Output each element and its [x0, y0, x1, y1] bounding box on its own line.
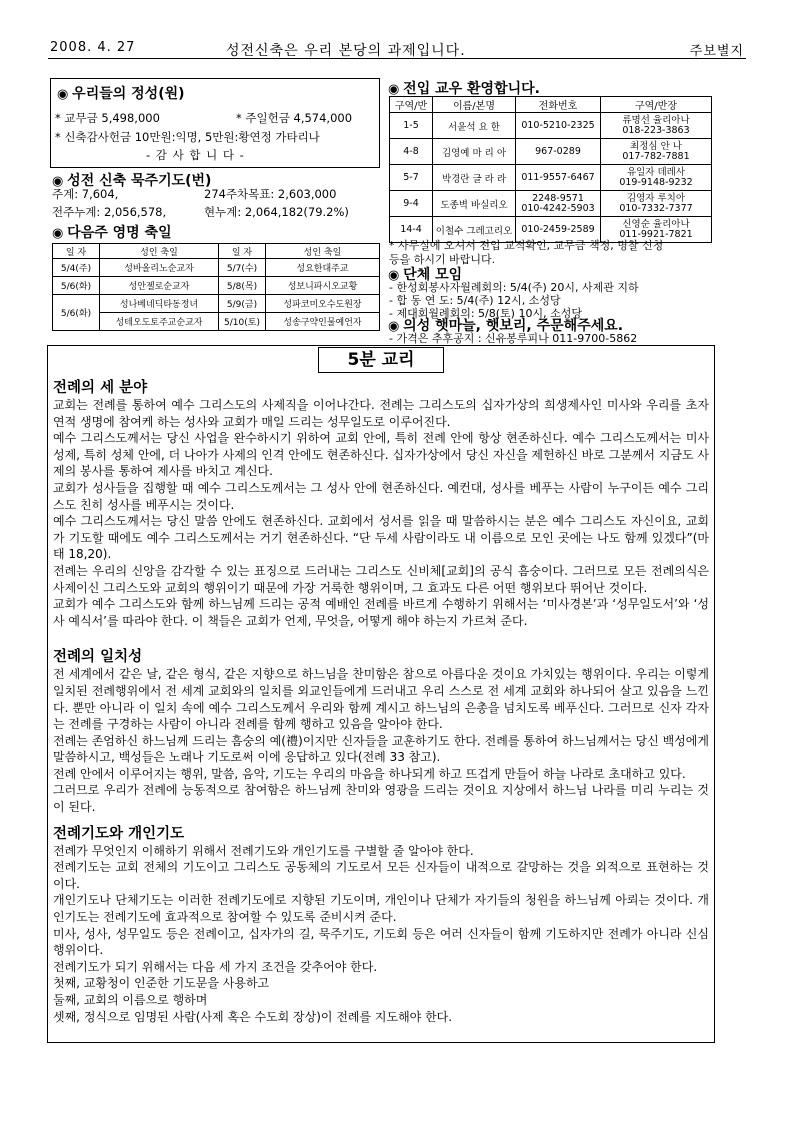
- page-header: [48, 38, 746, 59]
- offering-title-row: [57, 83, 185, 103]
- doctrine-title-wrap: [48, 347, 714, 373]
- paragraph: 셋째, 정식으로 임명된 사람(사제 혹은 수도회 장상)이 전례를 지도해야 한다.: [53, 1009, 453, 1024]
- feast-saint: 성테오도토주교순교자: [100, 313, 219, 331]
- table-row: [390, 165, 712, 191]
- zone-leader: 김영자 루치아 010-7332-7377: [601, 191, 712, 217]
- groups-title: 단체 모임: [403, 267, 463, 283]
- offering-thanks: - 감 사 합 니 다 -: [146, 148, 245, 162]
- paragraph: 전례기도가 되기 위해서는 다음 세 가지 조건을 갖추어야 한다.: [53, 959, 378, 974]
- prayer-current-total: 현누계: 2,064,182(79.2%): [204, 205, 349, 219]
- doctrine-title: 5분 교리: [318, 347, 443, 373]
- newcomer-header: 구역/반: [390, 97, 433, 113]
- feast-date: 5/4(주): [53, 259, 100, 277]
- paragraph: 개인기도나 단체기도는 이러한 전례기도에로 지향된 기도이며, 개인이나 단체가 자기들의 청원을 하느님께 아뢰는 것이다. 개인기도는 전례기도에 효과적으로 참여할 수 있도록 준비시켜 준다.: [53, 893, 709, 925]
- paragraph: 전례기도는 교회 전체의 기도이고 그리스도 공동체의 기도로서 모든 신자들이 내적으로 갈망하는 것을 외적으로 표현하는 것이다.: [53, 860, 709, 891]
- paragraph: 예수 그리스도께서는 당신 사업을 완수하시기 위하여 교회 안에, 특히 전례 안에 항상 현존하신다. 예수 그리스도께서는 미사성제, 특히 성체 안에, 더 나아가 사제의 인격 안에도 현존하신다. 십자가상에서 당신 자신을 제헌하신 바로 그분께서 지금도 사제의 봉사를 통하여 제사를 바치고 계신다.: [53, 431, 709, 479]
- teachers-title-row: [388, 78, 540, 98]
- feast-saint: 성바올리노순교자: [100, 259, 219, 277]
- bullet-circle-icon: ◉: [52, 174, 64, 189]
- newcomer-header: 이름/본명: [433, 97, 516, 113]
- feast-date: 5/6(화): [53, 277, 100, 295]
- offering-box: [50, 78, 380, 168]
- feast-header: 성인 축일: [100, 244, 219, 259]
- doctrine-box: [47, 345, 715, 1043]
- paragraph: 교회가 예수 그리스도와 함께 하느님께 드리는 공적 예배인 전례를 바르게 수행하기 위해서는 ‘미사경본’과 ‘성무일도서’와 ‘성사 예식서’를 따라야 한다. 이 책들은 교회가 언제, 무엇을, 어떻게 해야 하는지 가르쳐 준다.: [53, 597, 709, 628]
- header-section: 주보별지: [689, 44, 744, 59]
- paragraph: 전례는 우리의 신앙을 감각할 수 있는 표징으로 드러내는 그리스도 신비체[교회]의 공식 흠숭이다. 그러므로 모든 전례의식은 사제이신 그리스도와 교회의 행위이기 때문에 가장 거룩한 행위이며, 그 효과도 다른 어떤 행위보다 뛰어난 것이다.: [53, 563, 709, 595]
- newcomer-header: 전화번호: [516, 97, 601, 113]
- offering-regular: * 교무금 5,498,000: [55, 111, 160, 125]
- newcomer-zone: 9-4: [390, 191, 433, 217]
- doctrine-body: [53, 376, 709, 1025]
- paragraph: 첫째, 교황청이 인준한 기도문을 사용하고: [53, 976, 270, 991]
- table-row: [53, 259, 380, 277]
- feast-date: 5/7(수): [219, 259, 266, 277]
- newcomer-phone: 967-0289: [516, 139, 601, 165]
- feast-title-row: [52, 222, 172, 242]
- prayer-section: [52, 170, 382, 222]
- feast-header: 일 자: [53, 244, 100, 259]
- newcomer-note: * 사무실에 오셔서 전입 교적확인, 교무금 책정, 명찰 신청: [389, 239, 664, 252]
- newcomer-name: 김영예 마 리 아: [433, 139, 516, 165]
- offering-title: 우리들의 정성(원): [72, 86, 185, 102]
- table-row: [390, 139, 712, 165]
- paragraph: 교회는 전례를 통하여 예수 그리스도의 사제직을 이어나간다. 전례는 그리스도의 십자가상의 희생제사인 미사와 우리를 초자연적 생명에 참여케 하는 성사와 교회가 매일 드리는 성무일도로 이루어진다.: [53, 398, 709, 429]
- garlic-price: - 가격은 추후공지 : 신유봉루피나 011-9700-5862: [389, 332, 638, 345]
- feast-header: 성인 축일: [266, 244, 380, 259]
- table-row: [390, 191, 712, 217]
- feast-saint: 성안젤로순교자: [100, 277, 219, 295]
- offering-sunday: * 주일헌금 4,574,000: [236, 111, 353, 125]
- group-item: - 합 동 연 도: 5/4(주) 12시, 소성당: [389, 294, 561, 307]
- zone-leader: 류명선 율리아나 018-223-3863: [601, 113, 712, 139]
- teachers-title: 전입 교우 환영합니다.: [403, 81, 540, 97]
- section-heading: 전례기도와 개인기도: [53, 825, 185, 842]
- feast-date: 5/8(목): [219, 277, 266, 295]
- newcomer-note: 등을 하시기 바랍니다.: [389, 253, 496, 266]
- table-row: [390, 113, 712, 139]
- feast-date: 5/9(금): [219, 295, 266, 313]
- group-item: - 한성회봉사자월례회의: 5/4(주) 20시, 사제관 지하: [389, 281, 639, 294]
- feast-date: 5/10(토): [219, 313, 266, 331]
- zone-leader: 최정심 안 나 017-782-7881: [601, 139, 712, 165]
- prayer-target: 274주차목표: 2,603,000: [204, 187, 337, 201]
- paragraph: 그러므로 우리가 전례에 능동적으로 참여함은 하느님께 찬미와 영광을 드리는 것이요 지상에서 하느님 나라를 미리 누리는 것이 된다.: [53, 783, 709, 815]
- feast-saint: 성파코미오수도원장: [266, 295, 380, 313]
- bullet-circle-icon: ◉: [52, 226, 64, 241]
- newcomer-zone: 5-7: [390, 165, 433, 191]
- section-heading: 전례의 일치성: [53, 649, 143, 666]
- section-heading: 전례의 세 분야: [53, 380, 148, 396]
- feast-saint: 성보니파시오교황: [266, 277, 380, 295]
- prayer-week: 주계: 7,604,: [52, 187, 119, 201]
- newcomer-zone: 14-4: [390, 217, 433, 243]
- paragraph: 둘째, 교회의 이름으로 행하며: [53, 993, 208, 1007]
- prayer-title: 성전 신축 묵주기도(번): [67, 173, 212, 189]
- garlic-title: 의성 햇마늘, 햇보리, 주문해주세요.: [403, 318, 624, 334]
- prayer-prev-total: 전주누계: 2,056,578,: [52, 205, 167, 219]
- newcomer-zone: 1-5: [390, 113, 433, 139]
- newcomer-phone: 2248-9571 010-4242-5903: [516, 191, 601, 217]
- bullet-circle-icon: ◉: [388, 268, 400, 283]
- newcomer-phone: 011-9557-6467: [516, 165, 601, 191]
- header-slogan: 성전신축은 우리 본당의 과제입니다.: [226, 43, 466, 59]
- paragraph: 전례는 존엄하신 하느님께 드리는 흠숭의 예(禮)이지만 신자들을 교훈하기도 한다. 전례를 통하여 하느님께서는 당신 백성에게 말씀하시고, 백성들은 노래나 기도로써 이에 응답하고 있다(전례 33 참고).: [53, 733, 709, 765]
- feast-table: [52, 243, 380, 331]
- group-item: - 제대회월례회의: 5/8(토) 10시, 소성당: [389, 307, 582, 320]
- paragraph: 예수 그리스도께서는 당신 말씀 안에도 현존하신다. 교회에서 성서를 읽을 때 말씀하시는 분은 예수 그리스도 자신이요, 교회가 기도할 때에도 예수 그리스도께서는 거기 현존하신다. “단 두세 사람이라도 내 이름으로 모인 곳에는 나도 함께 있겠다”(마태 18,20).: [53, 514, 709, 562]
- feast-header: 일 자: [219, 244, 266, 259]
- newcomer-name: 서윤석 요 한: [433, 113, 516, 139]
- feast-saint: 성송구약인물예언자: [266, 313, 380, 331]
- table-row: [53, 313, 380, 331]
- newcomer-phone: 010-2459-2589: [516, 217, 601, 243]
- zone-leader: 유일자 데레사 019-9148-9232: [601, 165, 712, 191]
- newcomer-name: 이철수 그레고리오: [433, 217, 516, 243]
- feast-title: 다음주 영명 축일: [67, 225, 172, 241]
- paragraph: 전 세계에서 같은 날, 같은 형식, 같은 지향으로 하느님을 찬미함은 참으로 아름다운 것이요 가치있는 행위이다. 우리는 이렇게 일치된 전례행위에서 전 세계 교회와의 일치를 외교인들에게 드러내고 우리 스스로 전 세계 교회와 하나되어 살고 있음을 느낀다. 뿐만 아니라 이 일치 속에 예수 그리스도께서 우리와 함께 계시고 하느님의 은총을 넘치도록 베푸신다. 그러므로 신자 각자는 전례를 구경하는 사람이 아니라 전례를 함께 행하고 있음을 알아야 한다.: [53, 667, 709, 732]
- feast-date: 5/6(화): [53, 295, 100, 331]
- bullet-circle-icon: ◉: [388, 319, 400, 334]
- paragraph: 미사, 성사, 성무일도 등은 전례이고, 십자가의 길, 묵주기도, 기도회 등은 여러 신자들이 함께 기도하지만 전례가 아니라 신심행위이다.: [53, 926, 709, 958]
- feast-saint: 성나베네딕타동정녀: [100, 295, 219, 313]
- paragraph: 교회가 성사들을 집행할 때 예수 그리스도께서는 그 성사 안에 현존하신다. 예컨대, 성사를 베푸는 사람이 누구이든 예수 그리스도 친히 성사를 베푸시는 것이다.: [53, 480, 709, 512]
- paragraph: 전례가 무엇인지 이해하기 위해서 전례기도와 개인기도를 구별할 줄 알아야 한다.: [53, 843, 474, 858]
- newcomer-name: 도종벽 바실리오: [433, 191, 516, 217]
- newcomer-name: 박경란 글 라 라: [433, 165, 516, 191]
- offering-building: * 신축감사헌금 10만원:익명, 5만원:황연정 가타리나: [55, 130, 320, 144]
- issue-date: 2008. 4. 27: [50, 40, 136, 55]
- bullet-circle-icon: ◉: [57, 87, 69, 102]
- feast-saint: 성요한대주교: [266, 259, 380, 277]
- table-row: [53, 277, 380, 295]
- paragraph: 전례 안에서 이루어지는 행위, 말씀, 음악, 기도는 우리의 마음을 하나되게 하고 뜨겁게 만들어 하늘 나라로 초대하고 있다.: [53, 766, 686, 781]
- table-row: [53, 295, 380, 313]
- newcomer-phone: 010-5210-2325: [516, 113, 601, 139]
- newcomer-header: 구역/반장: [601, 97, 712, 113]
- bullet-circle-icon: ◉: [388, 82, 400, 97]
- zone-leader: 신영순 율리아나 011-9921-7821: [601, 217, 712, 243]
- newcomer-zone: 4-8: [390, 139, 433, 165]
- newcomers-table: [389, 96, 712, 243]
